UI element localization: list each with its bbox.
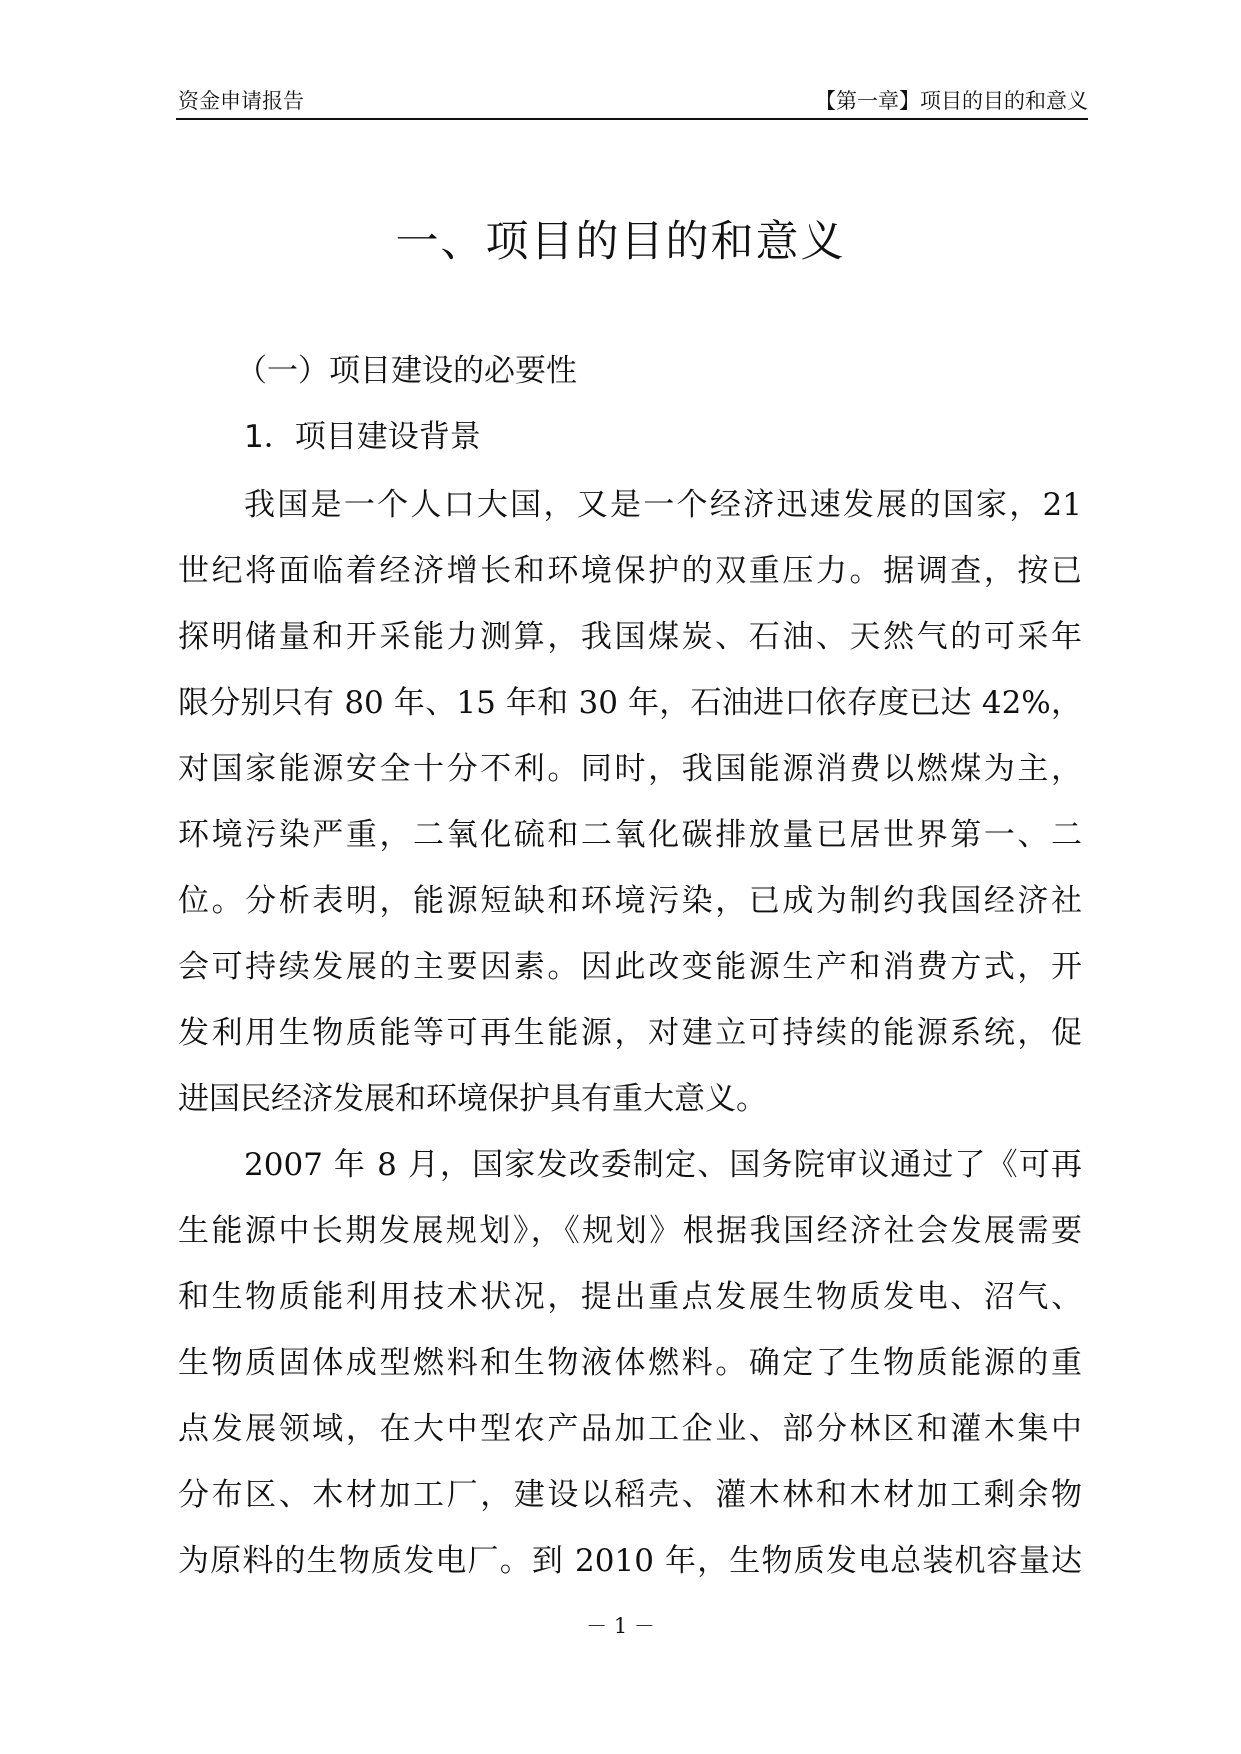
- page-header: [176, 84, 1088, 120]
- paragraph-line: 限分别只有 80 年、15 年和 30 年，石油进口依存度已达 42%，: [178, 685, 1082, 721]
- paragraph-line: 探明储量和开采能力测算，我国煤炭、石油、天然气的可采年: [178, 619, 1082, 655]
- paragraph-line: 我国是一个人口大国，又是一个经济迅速发展的国家，21: [244, 487, 1082, 523]
- paragraph-line: 分布区、木材加工厂，建设以稻壳、灌木林和木材加工剩余物: [178, 1477, 1082, 1513]
- header-chapter-title: 【第一章】项目的目的和意义: [815, 89, 1088, 113]
- paragraph-line: 环境污染严重，二氧化硫和二氧化碳排放量已居世界第一、二: [178, 817, 1082, 853]
- paragraph-line: 生物质固体成型燃料和生物液体燃料。确定了生物质能源的重: [178, 1345, 1082, 1381]
- paragraph-line: 位。分析表明，能源短缺和环境污染，已成为制约我国经济社: [178, 883, 1082, 919]
- chapter-title: 一、项目的目的和意义: [395, 217, 846, 267]
- section-heading: （一）项目建设的必要性: [236, 353, 577, 389]
- paragraph-line: 对国家能源安全十分不利。同时，我国能源消费以燃煤为主，: [178, 751, 1082, 787]
- paragraph-line: 会可持续发展的主要因素。因此改变能源生产和消费方式，开: [178, 949, 1082, 985]
- paragraph-line: 发利用生物质能等可再生能源，对建立可持续的能源系统，促: [178, 1015, 1082, 1051]
- paragraph-line: 世纪将面临着经济增长和环境保护的双重压力。据调查，按已: [178, 553, 1082, 589]
- subsection-heading: 1．项目建设背景: [244, 419, 481, 455]
- paragraph-line: 2007 年 8 月，国家发改委制定、国务院审议通过了《可再: [244, 1147, 1082, 1183]
- paragraph-line: 生能源中长期发展规划》，《规划》根据我国经济社会发展需要: [178, 1213, 1082, 1249]
- paragraph-line: 为原料的生物质发电厂。到 2010 年，生物质发电总装机容量达: [178, 1543, 1082, 1579]
- paragraph-line: 进国民经济发展和环境保护具有重大意义。: [178, 1081, 767, 1117]
- header-report-title: 资金申请报告: [178, 89, 304, 113]
- paragraph-line: 点发展领域，在大中型农产品加工企业、部分林区和灌木集中: [178, 1411, 1082, 1447]
- paragraph-line: 和生物质能利用技术状况，提出重点发展生物质发电、沼气、: [178, 1279, 1082, 1315]
- page-number: － 1 －: [586, 1614, 655, 1638]
